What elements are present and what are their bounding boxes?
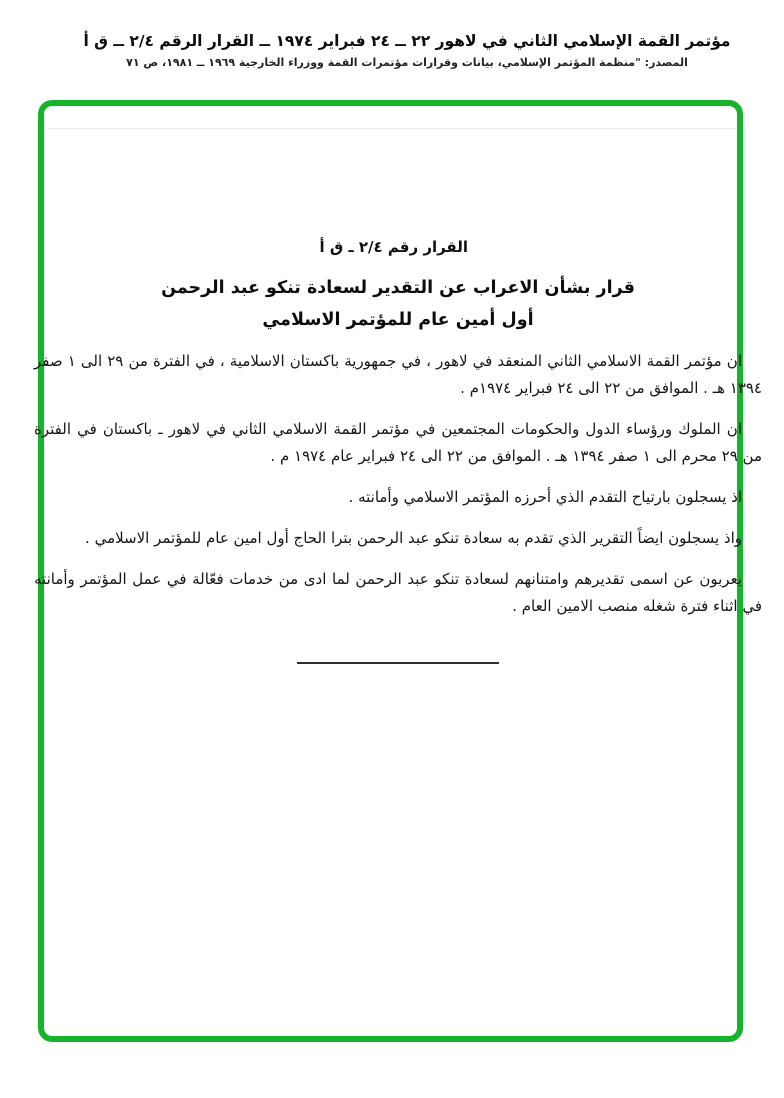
end-of-text-separator: [297, 662, 499, 664]
header-citation-line: مؤتمر القمة الإسلامي الثاني في لاهور ٢٢ ــ ٢٤ فبراير ١٩٧٤ ــ القرار الرقم ٢/٤ ــ ق أ: [83, 32, 731, 50]
document-title-line2: أول أمين عام للمؤتمر الاسلامي: [262, 310, 534, 330]
paragraph-4: واذ يسجلون ايضاً التقرير الذي تقدم به سعادة تنكو عبد الرحمن بترا الحاج أول امين عام للمؤتمر الاسلامي .: [85, 529, 742, 547]
document-title-line1: قرار بشأن الاعراب عن التقدير لسعادة تنكو عبد الرحمن: [161, 278, 635, 298]
document-body: [34, 236, 762, 664]
paragraph-5: يعربون عن اسمى تقديرهم وامتنانهم لسعادة تنكو عبد الرحمن لما ادى من خدمات فعّالة في عمل المؤتمر وأمانته في اثناء فترة شغله منصب الامين العام .: [34, 570, 762, 615]
paragraph-3: اذ يسجلون بارتياح التقدم الذي أحرزه المؤتمر الاسلامي وأمانته .: [348, 488, 742, 506]
paragraph-1: ان مؤتمر القمة الاسلامي الثاني المنعقد في لاهور ، في جمهورية باكستان الاسلامية ، في الفترة من ٢٩ الى ١ صفر ١٣٩٤ هـ . الموافق من ٢٢ الى ٢٤ فبراير ١٩٧٤م .: [34, 352, 762, 397]
resolution-number-line: القرار رقم ٢/٤ ـ ق أ: [319, 238, 468, 256]
scan-artifact-line: [46, 128, 735, 129]
header-source-line: المصدر: "منظمة المؤتمر الإسلامي، بيانات وقرارات مؤتمرات القمة ووزراء الخارجية ١٩٦٩ ــ ١٩٨١، ص ٧١: [126, 56, 688, 69]
document-header: [40, 30, 774, 70]
paragraph-2: ان الملوك ورؤساء الدول والحكومات المجتمعين في مؤتمر القمة الاسلامي الثاني في لاهور ـ باكستان في الفترة من ٢٩ محرم الى ١ صفر ١٣٩٤ هـ . الموافق من ٢٢ الى ٢٤ فبراير عام ١٩٧٤ م .: [34, 420, 762, 465]
